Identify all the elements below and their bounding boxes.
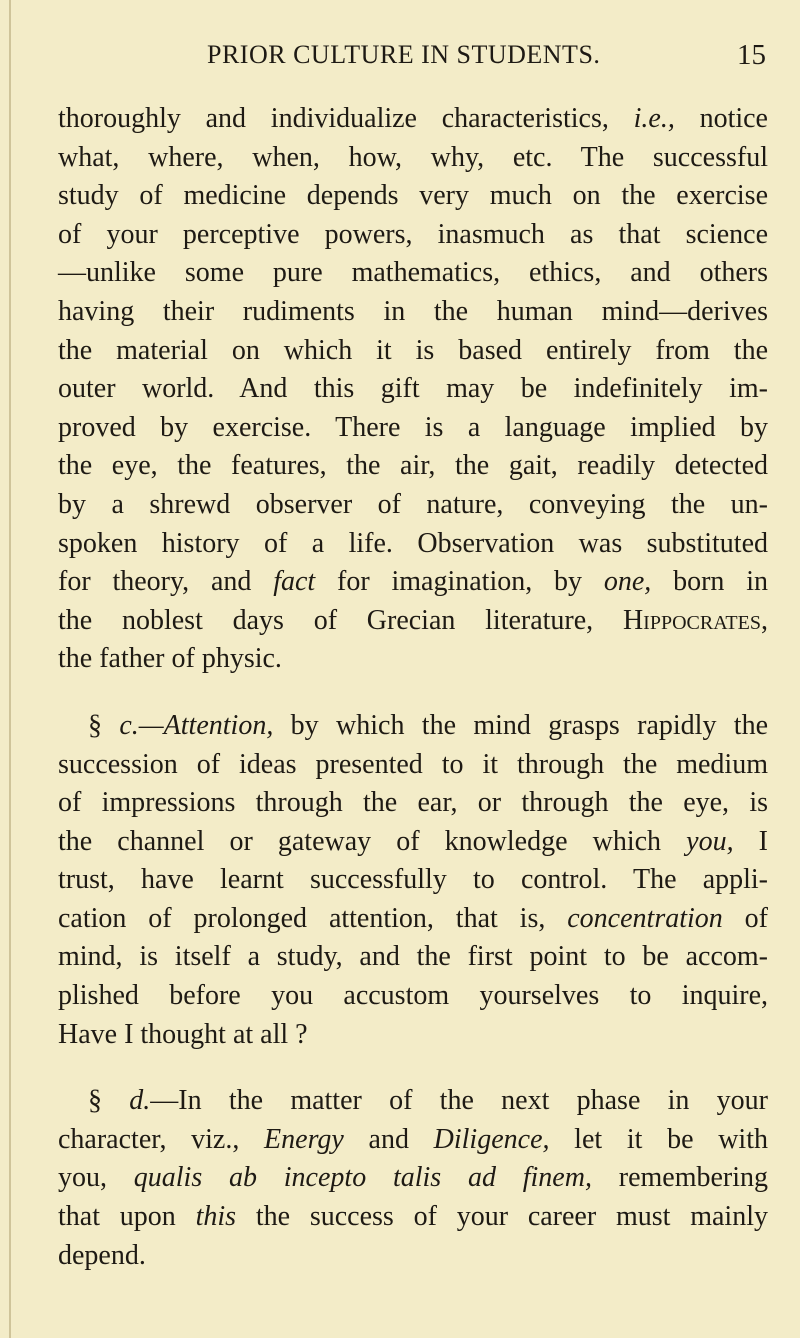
italic-text: Diligence,	[433, 1123, 550, 1155]
italic-text: d.	[129, 1085, 151, 1117]
text-line: plished before you accustom yourselves to inquire,	[58, 980, 768, 1012]
italic-text: fact	[273, 566, 316, 598]
paragraph	[58, 1082, 768, 1275]
paragraph	[58, 100, 768, 679]
text-line: the noblest days of Grecian literature, Hippocrates,	[58, 604, 768, 636]
italic-text: Energy	[264, 1123, 344, 1155]
text-line: having their rudiments in the human mind—derives	[58, 295, 768, 327]
text-line: spoken history of a life. Observation was substituted	[58, 527, 768, 559]
page-header	[0, 40, 800, 80]
text-line: you, qualis ab incepto talis ad finem, remembering	[58, 1162, 769, 1194]
italic-text: c.—Attention,	[119, 709, 274, 741]
text-line: succession of ideas presented to it through the medium	[58, 748, 768, 780]
text-line: that upon this the success of your career must mainly	[58, 1201, 768, 1233]
text-line: the eye, the features, the air, the gait, readily detected	[58, 450, 768, 482]
text-line: the material on which it is based entirely from the	[58, 334, 768, 366]
text-line: by a shrewd observer of nature, conveying the un-	[58, 488, 768, 520]
text-line: for theory, and fact for imagination, by one, born in	[58, 566, 768, 598]
paragraph-gap	[58, 679, 768, 707]
text-line: the channel or gateway of knowledge which you, I	[58, 825, 768, 857]
small-caps-text: Hippocrates,	[622, 604, 768, 636]
text-line: the father of physic.	[58, 643, 282, 675]
text-line: proved by exercise. There is a language implied by	[58, 411, 768, 443]
text-line: mind, is itself a study, and the first point to be accom-	[58, 941, 768, 973]
text-line: —unlike some pure mathematics, ethics, and others	[58, 257, 768, 289]
text-line: thoroughly and individualize characteristics, i.e., notice	[58, 103, 768, 134]
text-line: what, where, when, how, why, etc. The successful	[58, 141, 768, 173]
text-line: outer world. And this gift may be indefinitely im-	[58, 373, 768, 405]
text-line: depend.	[58, 1239, 146, 1271]
italic-text: i.e.,	[633, 103, 675, 134]
text-line: trust, have learnt successfully to control. The appli-	[58, 864, 768, 896]
text-line: § d.—In the matter of the next phase in your	[88, 1085, 768, 1117]
text-line: § c.—Attention, by which the mind grasps rapidly the	[88, 709, 768, 741]
text-line: Have I thought at all ?	[58, 1018, 308, 1050]
text-line: of impressions through the ear, or through the eye, is	[58, 787, 768, 819]
italic-text: concentration	[567, 902, 723, 934]
text-line: study of medicine depends very much on the exercise	[58, 180, 768, 212]
body-text	[58, 100, 768, 1275]
page-gutter-edge	[9, 0, 11, 1338]
page-number: 15	[737, 39, 766, 71]
text-line: cation of prolonged attention, that is, concentration of	[58, 902, 768, 934]
text-line: character, viz., Energy and Diligence, let it be with	[58, 1123, 768, 1155]
text-line: of your perceptive powers, inasmuch as that science	[58, 218, 768, 250]
paragraph	[58, 707, 768, 1054]
italic-text: this	[195, 1201, 237, 1233]
paragraph-gap	[58, 1054, 768, 1082]
italic-text: qualis ab incepto talis ad finem,	[133, 1162, 592, 1194]
italic-text: one,	[603, 566, 652, 598]
italic-text: you,	[686, 825, 734, 857]
running-head: PRIOR CULTURE IN STUDENTS.	[207, 40, 601, 69]
